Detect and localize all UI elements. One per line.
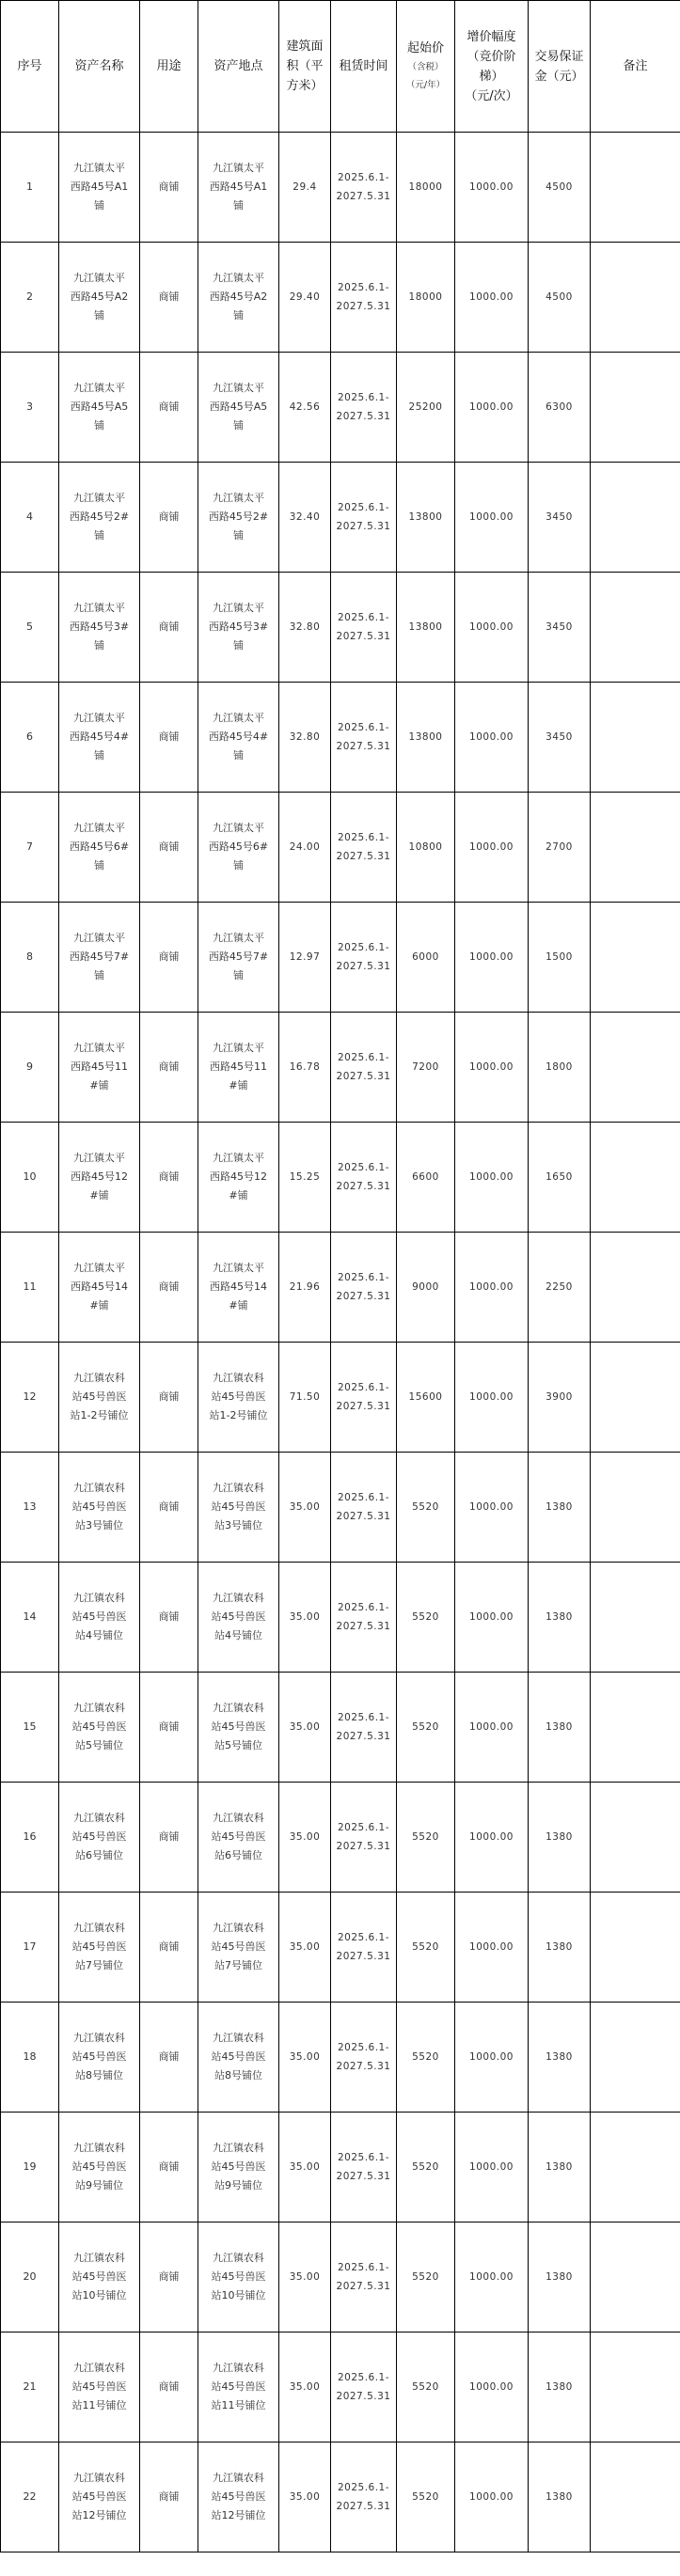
cell-deposit: 1500 <box>529 903 591 1013</box>
cell-asset-location: 九江镇农科站45号兽医站4号铺位 <box>198 1563 279 1673</box>
cell-asset-location: 九江镇农科站45号兽医站9号铺位 <box>198 2113 279 2223</box>
cell-deposit: 1380 <box>529 1783 591 1893</box>
cell-start-price: 15600 <box>397 1343 455 1453</box>
cell-lease-term: 2025.6.1-2027.5.31 <box>331 1013 397 1123</box>
table-row <box>1 2223 680 2333</box>
cell-area: 35.00 <box>279 2333 331 2442</box>
cell-increment: 1000.00 <box>455 1783 529 1893</box>
cell-increment: 1000.00 <box>455 1233 529 1343</box>
cell-deposit: 1380 <box>529 2223 591 2333</box>
cell-lease-term: 2025.6.1-2027.5.31 <box>331 903 397 1013</box>
cell-asset-name: 九江镇太平西路45号2#铺 <box>59 463 140 573</box>
cell-asset-name: 九江镇农科站45号兽医站9号铺位 <box>59 2113 140 2223</box>
header-start-price-label: 起始价 <box>406 41 444 55</box>
cell-deposit: 3450 <box>529 573 591 683</box>
cell-usage: 商铺 <box>140 1453 198 1563</box>
cell-index: 7 <box>1 793 59 903</box>
cell-lease-term: 2025.6.1-2027.5.31 <box>331 1893 397 2003</box>
cell-asset-name: 九江镇太平西路45号A5铺 <box>59 353 140 463</box>
cell-increment: 1000.00 <box>455 793 529 903</box>
cell-start-price: 5520 <box>397 1673 455 1783</box>
cell-deposit: 4500 <box>529 133 591 243</box>
cell-area: 29.40 <box>279 243 331 353</box>
cell-start-price: 13800 <box>397 683 455 793</box>
cell-asset-location: 九江镇太平西路45号4#铺 <box>198 683 279 793</box>
cell-usage: 商铺 <box>140 1893 198 2003</box>
cell-deposit: 1650 <box>529 1123 591 1233</box>
header-lease-term: 租赁时间 <box>331 1 397 133</box>
header-asset-location: 资产地点 <box>198 1 279 133</box>
cell-lease-term: 2025.6.1-2027.5.31 <box>331 2003 397 2113</box>
cell-deposit: 6300 <box>529 353 591 463</box>
cell-lease-term: 2025.6.1-2027.5.31 <box>331 2333 397 2442</box>
cell-usage: 商铺 <box>140 133 198 243</box>
cell-asset-name: 九江镇太平西路45号3#铺 <box>59 573 140 683</box>
cell-deposit: 1380 <box>529 2003 591 2113</box>
cell-area: 35.00 <box>279 1893 331 2003</box>
cell-increment: 1000.00 <box>455 1013 529 1123</box>
cell-asset-name: 九江镇太平西路45号7#铺 <box>59 903 140 1013</box>
cell-start-price: 5520 <box>397 2003 455 2113</box>
cell-asset-name: 九江镇农科站45号兽医站12号铺位 <box>59 2442 140 2552</box>
cell-index: 12 <box>1 1343 59 1453</box>
table-row <box>1 903 680 1013</box>
cell-start-price: 5520 <box>397 1783 455 1893</box>
cell-increment: 1000.00 <box>455 1893 529 2003</box>
cell-usage: 商铺 <box>140 1563 198 1673</box>
cell-asset-location: 九江镇农科站45号兽医站12号铺位 <box>198 2442 279 2552</box>
header-increment <box>455 1 529 133</box>
cell-usage: 商铺 <box>140 793 198 903</box>
cell-usage: 商铺 <box>140 683 198 793</box>
cell-start-price: 25200 <box>397 353 455 463</box>
cell-asset-name: 九江镇农科站45号兽医站4号铺位 <box>59 1563 140 1673</box>
cell-asset-location: 九江镇太平西路45号3#铺 <box>198 573 279 683</box>
table-row <box>1 1563 680 1673</box>
cell-start-price: 5520 <box>397 2333 455 2442</box>
cell-asset-location: 九江镇太平西路45号14#铺 <box>198 1233 279 1343</box>
cell-increment: 1000.00 <box>455 1563 529 1673</box>
cell-remarks <box>591 573 680 683</box>
cell-asset-location: 九江镇太平西路45号7#铺 <box>198 903 279 1013</box>
cell-deposit: 3450 <box>529 683 591 793</box>
cell-remarks <box>591 2223 680 2333</box>
cell-increment: 1000.00 <box>455 683 529 793</box>
cell-remarks <box>591 1673 680 1783</box>
cell-asset-name: 九江镇太平西路45号6#铺 <box>59 793 140 903</box>
cell-usage: 商铺 <box>140 903 198 1013</box>
cell-index: 8 <box>1 903 59 1013</box>
cell-asset-name: 九江镇农科站45号兽医站5号铺位 <box>59 1673 140 1783</box>
cell-area: 35.00 <box>279 1453 331 1563</box>
cell-asset-location: 九江镇农科站45号兽医站3号铺位 <box>198 1453 279 1563</box>
cell-index: 13 <box>1 1453 59 1563</box>
cell-remarks <box>591 2113 680 2223</box>
cell-increment: 1000.00 <box>455 133 529 243</box>
header-remarks: 备注 <box>591 1 680 133</box>
cell-lease-term: 2025.6.1-2027.5.31 <box>331 1343 397 1453</box>
cell-remarks <box>591 2003 680 2113</box>
cell-increment: 1000.00 <box>455 1123 529 1233</box>
cell-asset-name: 九江镇太平西路45号A1铺 <box>59 133 140 243</box>
table-row <box>1 353 680 463</box>
cell-usage: 商铺 <box>140 1013 198 1123</box>
cell-area: 21.96 <box>279 1233 331 1343</box>
cell-remarks <box>591 1893 680 2003</box>
cell-lease-term: 2025.6.1-2027.5.31 <box>331 1563 397 1673</box>
cell-increment: 1000.00 <box>455 573 529 683</box>
table-row <box>1 683 680 793</box>
cell-increment: 1000.00 <box>455 2003 529 2113</box>
cell-index: 22 <box>1 2442 59 2552</box>
cell-start-price: 18000 <box>397 243 455 353</box>
cell-increment: 1000.00 <box>455 2333 529 2442</box>
cell-lease-term: 2025.6.1-2027.5.31 <box>331 1233 397 1343</box>
cell-start-price: 5520 <box>397 2113 455 2223</box>
cell-remarks <box>591 1563 680 1673</box>
cell-lease-term: 2025.6.1-2027.5.31 <box>331 1783 397 1893</box>
cell-remarks <box>591 793 680 903</box>
cell-index: 14 <box>1 1563 59 1673</box>
cell-lease-term: 2025.6.1-2027.5.31 <box>331 353 397 463</box>
cell-usage: 商铺 <box>140 243 198 353</box>
cell-area: 35.00 <box>279 2442 331 2552</box>
cell-lease-term: 2025.6.1-2027.5.31 <box>331 2223 397 2333</box>
cell-increment: 1000.00 <box>455 1453 529 1563</box>
cell-start-price: 5520 <box>397 1453 455 1563</box>
cell-lease-term: 2025.6.1-2027.5.31 <box>331 1453 397 1563</box>
cell-remarks <box>591 1343 680 1453</box>
cell-area: 42.56 <box>279 353 331 463</box>
cell-lease-term: 2025.6.1-2027.5.31 <box>331 133 397 243</box>
cell-asset-location: 九江镇太平西路45号A1铺 <box>198 133 279 243</box>
cell-usage: 商铺 <box>140 573 198 683</box>
table-row <box>1 1013 680 1123</box>
cell-deposit: 1380 <box>529 1893 591 2003</box>
cell-usage: 商铺 <box>140 2223 198 2333</box>
cell-asset-location: 九江镇太平西路45号A5铺 <box>198 353 279 463</box>
cell-deposit: 3450 <box>529 463 591 573</box>
cell-lease-term: 2025.6.1-2027.5.31 <box>331 1123 397 1233</box>
table-row <box>1 1233 680 1343</box>
cell-index: 10 <box>1 1123 59 1233</box>
cell-asset-location: 九江镇农科站45号兽医站6号铺位 <box>198 1783 279 1893</box>
cell-remarks <box>591 243 680 353</box>
cell-deposit: 1380 <box>529 2442 591 2552</box>
cell-asset-location: 九江镇农科站45号兽医站11号铺位 <box>198 2333 279 2442</box>
cell-usage: 商铺 <box>140 463 198 573</box>
table-row <box>1 1673 680 1783</box>
cell-remarks <box>591 133 680 243</box>
header-asset-name: 资产名称 <box>59 1 140 133</box>
cell-deposit: 3900 <box>529 1343 591 1453</box>
cell-area: 35.00 <box>279 1673 331 1783</box>
cell-usage: 商铺 <box>140 353 198 463</box>
cell-deposit: 2250 <box>529 1233 591 1343</box>
cell-asset-name: 九江镇太平西路45号11#铺 <box>59 1013 140 1123</box>
cell-usage: 商铺 <box>140 1783 198 1893</box>
cell-asset-location: 九江镇太平西路45号12#铺 <box>198 1123 279 1233</box>
cell-remarks <box>591 1013 680 1123</box>
cell-start-price: 18000 <box>397 133 455 243</box>
cell-start-price: 13800 <box>397 463 455 573</box>
table-row <box>1 1893 680 2003</box>
cell-increment: 1000.00 <box>455 903 529 1013</box>
cell-asset-name: 九江镇农科站45号兽医站1-2号铺位 <box>59 1343 140 1453</box>
cell-remarks <box>591 1123 680 1233</box>
table-row <box>1 1783 680 1893</box>
cell-area: 15.25 <box>279 1123 331 1233</box>
table-row <box>1 2442 680 2552</box>
table-row <box>1 243 680 353</box>
cell-index: 11 <box>1 1233 59 1343</box>
cell-index: 5 <box>1 573 59 683</box>
cell-start-price: 5520 <box>397 2442 455 2552</box>
cell-index: 15 <box>1 1673 59 1783</box>
table-row <box>1 793 680 903</box>
table-row <box>1 2113 680 2223</box>
cell-increment: 1000.00 <box>455 463 529 573</box>
cell-deposit: 1380 <box>529 2113 591 2223</box>
cell-start-price: 5520 <box>397 1893 455 2003</box>
cell-deposit: 1380 <box>529 2333 591 2442</box>
header-start-price <box>397 1 455 133</box>
cell-deposit: 1380 <box>529 1673 591 1783</box>
table-row <box>1 1123 680 1233</box>
cell-area: 71.50 <box>279 1343 331 1453</box>
cell-index: 1 <box>1 133 59 243</box>
cell-start-price: 13800 <box>397 573 455 683</box>
table-row <box>1 1343 680 1453</box>
cell-increment: 1000.00 <box>455 2442 529 2552</box>
cell-area: 29.4 <box>279 133 331 243</box>
cell-remarks <box>591 1233 680 1343</box>
cell-asset-location: 九江镇太平西路45号2#铺 <box>198 463 279 573</box>
cell-increment: 1000.00 <box>455 353 529 463</box>
cell-index: 18 <box>1 2003 59 2113</box>
cell-asset-name: 九江镇农科站45号兽医站6号铺位 <box>59 1783 140 1893</box>
cell-index: 3 <box>1 353 59 463</box>
cell-usage: 商铺 <box>140 1673 198 1783</box>
cell-increment: 1000.00 <box>455 1343 529 1453</box>
cell-remarks <box>591 463 680 573</box>
cell-lease-term: 2025.6.1-2027.5.31 <box>331 2442 397 2552</box>
cell-index: 17 <box>1 1893 59 2003</box>
cell-start-price: 6600 <box>397 1123 455 1233</box>
cell-area: 35.00 <box>279 1783 331 1893</box>
cell-remarks <box>591 2333 680 2442</box>
cell-lease-term: 2025.6.1-2027.5.31 <box>331 2113 397 2223</box>
cell-asset-location: 九江镇太平西路45号6#铺 <box>198 793 279 903</box>
header-area: 建筑面积（平方米） <box>279 1 331 133</box>
cell-remarks <box>591 1783 680 1893</box>
table-row <box>1 2003 680 2113</box>
cell-index: 21 <box>1 2333 59 2442</box>
cell-start-price: 10800 <box>397 793 455 903</box>
cell-deposit: 1380 <box>529 1563 591 1673</box>
cell-area: 35.00 <box>279 2003 331 2113</box>
cell-usage: 商铺 <box>140 1123 198 1233</box>
cell-index: 20 <box>1 2223 59 2333</box>
cell-asset-name: 九江镇太平西路45号14#铺 <box>59 1233 140 1343</box>
cell-remarks <box>591 2442 680 2552</box>
cell-area: 32.80 <box>279 683 331 793</box>
cell-usage: 商铺 <box>140 1233 198 1343</box>
table-row <box>1 463 680 573</box>
cell-index: 2 <box>1 243 59 353</box>
header-row <box>1 1 680 133</box>
cell-area: 32.80 <box>279 573 331 683</box>
cell-deposit: 4500 <box>529 243 591 353</box>
table-body <box>1 133 680 2552</box>
cell-asset-name: 九江镇农科站45号兽医站3号铺位 <box>59 1453 140 1563</box>
cell-asset-location: 九江镇农科站45号兽医站10号铺位 <box>198 2223 279 2333</box>
cell-remarks <box>591 1453 680 1563</box>
cell-lease-term: 2025.6.1-2027.5.31 <box>331 1673 397 1783</box>
cell-usage: 商铺 <box>140 2113 198 2223</box>
cell-asset-location: 九江镇农科站45号兽医站7号铺位 <box>198 1893 279 2003</box>
cell-start-price: 6000 <box>397 903 455 1013</box>
table-row <box>1 2333 680 2442</box>
header-index: 序号 <box>1 1 59 133</box>
cell-index: 6 <box>1 683 59 793</box>
cell-increment: 1000.00 <box>455 2113 529 2223</box>
header-increment-unit: （元/次） <box>465 88 518 103</box>
cell-increment: 1000.00 <box>455 243 529 353</box>
cell-area: 32.40 <box>279 463 331 573</box>
cell-remarks <box>591 353 680 463</box>
table-row <box>1 1453 680 1563</box>
cell-area: 35.00 <box>279 2113 331 2223</box>
cell-asset-location: 九江镇农科站45号兽医站1-2号铺位 <box>198 1343 279 1453</box>
cell-start-price: 7200 <box>397 1013 455 1123</box>
cell-increment: 1000.00 <box>455 2223 529 2333</box>
cell-usage: 商铺 <box>140 2333 198 2442</box>
cell-start-price: 5520 <box>397 2223 455 2333</box>
cell-index: 4 <box>1 463 59 573</box>
cell-asset-location: 九江镇农科站45号兽医站8号铺位 <box>198 2003 279 2113</box>
header-deposit: 交易保证金（元） <box>529 1 591 133</box>
cell-deposit: 2700 <box>529 793 591 903</box>
cell-index: 16 <box>1 1783 59 1893</box>
cell-remarks <box>591 683 680 793</box>
cell-deposit: 1800 <box>529 1013 591 1123</box>
cell-asset-name: 九江镇农科站45号兽医站7号铺位 <box>59 1893 140 2003</box>
cell-area: 35.00 <box>279 2223 331 2333</box>
table-row <box>1 573 680 683</box>
cell-start-price: 9000 <box>397 1233 455 1343</box>
header-start-price-note: （含税） <box>407 62 444 72</box>
cell-asset-name: 九江镇农科站45号兽医站8号铺位 <box>59 2003 140 2113</box>
cell-lease-term: 2025.6.1-2027.5.31 <box>331 463 397 573</box>
header-start-price-unit: （元/年） <box>405 80 446 90</box>
cell-asset-name: 九江镇农科站45号兽医站10号铺位 <box>59 2223 140 2333</box>
cell-lease-term: 2025.6.1-2027.5.31 <box>331 243 397 353</box>
cell-asset-location: 九江镇太平西路45号11#铺 <box>198 1013 279 1123</box>
cell-area: 24.00 <box>279 793 331 903</box>
cell-asset-name: 九江镇太平西路45号12#铺 <box>59 1123 140 1233</box>
cell-remarks <box>591 903 680 1013</box>
table-row <box>1 133 680 243</box>
cell-increment: 1000.00 <box>455 1673 529 1783</box>
cell-area: 16.78 <box>279 1013 331 1123</box>
cell-asset-name: 九江镇太平西路45号A2铺 <box>59 243 140 353</box>
table-header <box>1 1 680 133</box>
cell-usage: 商铺 <box>140 1343 198 1453</box>
cell-asset-location: 九江镇农科站45号兽医站5号铺位 <box>198 1673 279 1783</box>
cell-area: 12.97 <box>279 903 331 1013</box>
cell-lease-term: 2025.6.1-2027.5.31 <box>331 573 397 683</box>
cell-index: 19 <box>1 2113 59 2223</box>
cell-index: 9 <box>1 1013 59 1123</box>
cell-usage: 商铺 <box>140 2003 198 2113</box>
cell-lease-term: 2025.6.1-2027.5.31 <box>331 683 397 793</box>
cell-asset-name: 九江镇太平西路45号4#铺 <box>59 683 140 793</box>
cell-start-price: 5520 <box>397 1563 455 1673</box>
header-increment-label: 增价幅度（竞价阶梯） <box>467 29 516 84</box>
cell-asset-name: 九江镇农科站45号兽医站11号铺位 <box>59 2333 140 2442</box>
header-usage: 用途 <box>140 1 198 133</box>
cell-usage: 商铺 <box>140 2442 198 2552</box>
cell-area: 35.00 <box>279 1563 331 1673</box>
cell-asset-location: 九江镇太平西路45号A2铺 <box>198 243 279 353</box>
cell-deposit: 1380 <box>529 1453 591 1563</box>
cell-lease-term: 2025.6.1-2027.5.31 <box>331 793 397 903</box>
